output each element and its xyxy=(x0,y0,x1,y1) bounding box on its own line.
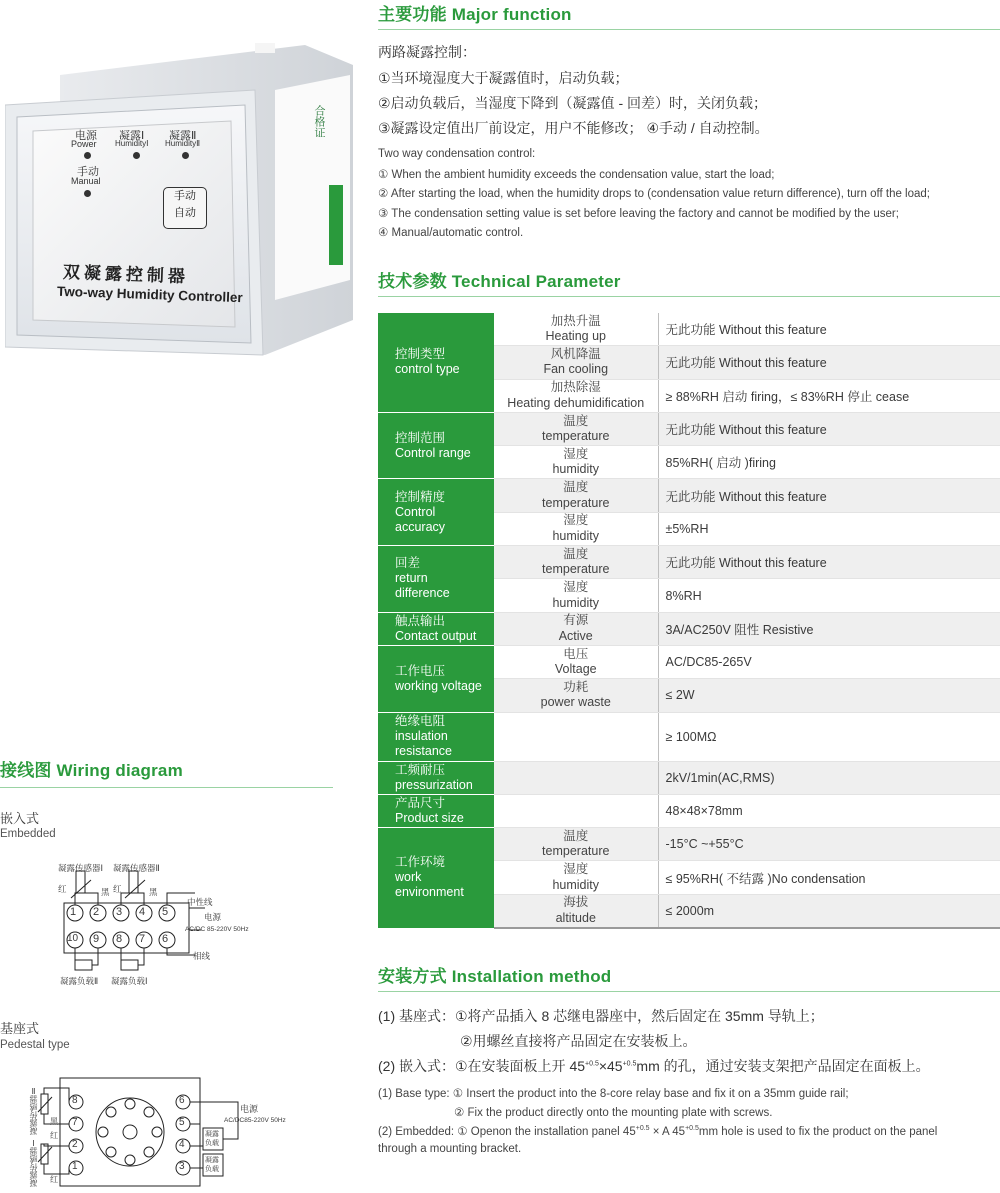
terminal-7: 7 xyxy=(139,933,146,945)
category-en: work environment xyxy=(395,870,464,900)
technical-parameter-rule xyxy=(378,296,1000,297)
ped-load-label xyxy=(205,1130,219,1148)
sub-item-en: temperature xyxy=(542,562,610,577)
sensor2-label: 凝露传感器Ⅱ xyxy=(113,863,160,873)
sub-item-en: temperature xyxy=(542,429,610,444)
ped-wire-red-label: 红 xyxy=(50,1131,58,1140)
value-cell: ≤ 95%RH( 不结露 )No condensation xyxy=(658,861,1000,894)
sub-item-cell xyxy=(494,894,658,928)
category-cn: 工频耐压 xyxy=(395,762,446,777)
sub-item-cell xyxy=(494,579,658,612)
sub-item-cell xyxy=(494,346,658,379)
sub-item-cn: 功耗 xyxy=(563,679,589,694)
category-cell xyxy=(378,479,494,546)
table-row xyxy=(378,479,1000,512)
installation-en-line xyxy=(378,1124,937,1138)
live-label: 相线 xyxy=(193,951,211,961)
major-function-en-line: ① When the ambient humidity exceeds the condensation value, start the load; xyxy=(378,169,775,181)
embedded-wiring-diagram xyxy=(55,860,255,990)
value-cell: 无此功能 Without this feature xyxy=(658,346,1000,379)
sub-item-cell xyxy=(494,794,658,827)
category-cell xyxy=(378,645,494,712)
terminal-8: 8 xyxy=(116,933,123,945)
category-en: Control range xyxy=(395,445,471,460)
wire-black-label: 黑 xyxy=(101,887,110,897)
wiring-diagram-title: 接线图 Wiring diagram xyxy=(0,761,183,780)
table-row xyxy=(378,546,1000,579)
major-function-title: 主要功能 Major function xyxy=(378,5,572,24)
category-cell xyxy=(378,794,494,827)
category-cn: 控制类型 xyxy=(395,347,446,362)
sub-item-en: temperature xyxy=(542,844,610,859)
ped-power-label: 电源 xyxy=(240,1104,259,1114)
sub-item-cn: 海拔 xyxy=(563,895,589,910)
category-en: Product size xyxy=(395,811,464,825)
sub-item-cell xyxy=(494,861,658,894)
humidity1-led-label: 凝露Ⅰ xyxy=(119,130,145,142)
tolerance-sup: +0.5 xyxy=(635,1125,650,1133)
ped-supply-label: AC/DC85-220V 50Hz xyxy=(224,1117,286,1124)
product-name-cn: 双凝露控制器 xyxy=(62,262,190,287)
installation-en-line: ② Fix the product directly onto the mounting plate with screws. xyxy=(454,1107,773,1119)
humidity2-led-label-en: HumidityⅡ xyxy=(165,139,201,148)
installation-en-text: mm hole is used to fix the product on the panel xyxy=(698,1126,938,1138)
category-cn: 产品尺寸 xyxy=(395,796,446,810)
ped-sensor2-label: 凝露传感器Ⅱ xyxy=(29,1086,38,1135)
category-en: insulation resistance xyxy=(395,729,452,759)
major-function-en-line: ② After starting the load, when the humidity drops to (condensation value return difference), turn off the load; xyxy=(378,188,930,200)
sub-item-cell xyxy=(494,645,658,678)
pedestal-wiring-diagram xyxy=(28,1072,298,1190)
sub-item-en: temperature xyxy=(542,495,610,510)
installation-cn-line: (1) 基座式：①将产品插入 8 芯继电器座中，然后固定在 35mm 导轨上； xyxy=(378,1008,824,1024)
table-row xyxy=(378,828,1000,861)
sub-item-cn: 温度 xyxy=(563,413,589,428)
installation-cn-text: ×45 xyxy=(598,1058,623,1074)
manual-button-label: 手动 xyxy=(174,190,196,202)
ped-terminal-1: 1 xyxy=(72,1161,78,1172)
sub-item-cn: 风机降温 xyxy=(550,346,601,361)
category-en: control type xyxy=(395,362,460,377)
terminal-2: 2 xyxy=(93,906,100,918)
value-cell: ≤ 2000m xyxy=(658,894,1000,928)
table-row xyxy=(378,313,1000,346)
sub-item-cell xyxy=(494,828,658,861)
installation-title: 安装方式 Installation method xyxy=(378,967,612,986)
category-cn: 工作电压 xyxy=(395,663,446,678)
manual-led-label: 手动 xyxy=(77,166,99,178)
sub-item-en: altitude xyxy=(555,910,596,925)
wiring-diagram-rule xyxy=(0,787,333,788)
major-function-rule xyxy=(378,29,1000,30)
category-cell xyxy=(378,761,494,794)
sub-item-en: Heating up xyxy=(545,329,606,344)
major-function-en-line: ③ The condensation setting value is set before leaving the factory and cannot be modified by the user; xyxy=(378,208,899,220)
sub-item-en: humidity xyxy=(552,877,600,892)
sub-item-cell xyxy=(494,612,658,645)
value-cell: ≤ 2W xyxy=(658,679,1000,712)
terminal-10: 10 xyxy=(67,933,79,944)
value-cell: 48×48×78mm xyxy=(658,794,1000,827)
ped-terminal-7: 7 xyxy=(72,1117,78,1128)
category-en: return difference xyxy=(395,571,450,601)
installation-rule xyxy=(378,991,1000,992)
value-cell: 85%RH( 启动 )firing xyxy=(658,446,1000,479)
tolerance-sup: +0.5 xyxy=(585,1060,599,1068)
installation-cn-line xyxy=(378,1056,930,1076)
category-cn: 触点输出 xyxy=(395,613,446,628)
sub-item-cn: 湿度 xyxy=(563,580,589,595)
category-cn: 回差 xyxy=(395,556,421,571)
sub-item-cn: 湿度 xyxy=(563,446,589,461)
sub-item-cn: 温度 xyxy=(563,480,589,495)
major-function-en-line: ④ Manual/automatic control. xyxy=(378,227,524,239)
value-cell: ≥ 100MΩ xyxy=(658,712,1000,761)
value-cell: 3A/AC250V 阻性 Resistive xyxy=(658,612,1000,645)
installation-en-text: × A 45 xyxy=(649,1126,686,1138)
terminal-6: 6 xyxy=(162,933,169,945)
table-row xyxy=(378,645,1000,678)
ped-terminal-4: 4 xyxy=(179,1139,185,1150)
category-en: working voltage xyxy=(395,678,482,693)
sub-item-cell xyxy=(494,313,658,346)
category-cn: 控制精度 xyxy=(395,489,446,504)
product-name-en: Two-way Humidity Controller xyxy=(56,283,243,306)
sub-item-cell xyxy=(494,412,658,445)
neutral-label: 中性线 xyxy=(187,897,213,907)
value-cell: AC/DC85-265V xyxy=(658,645,1000,678)
sub-item-cell xyxy=(494,546,658,579)
humidity1-led xyxy=(133,152,140,159)
sub-item-cell xyxy=(494,679,658,712)
sub-item-cell xyxy=(494,761,658,794)
humidity2-led xyxy=(182,152,189,159)
sub-item-en: humidity xyxy=(552,462,600,477)
sub-item-cn: 温度 xyxy=(563,828,589,843)
ped-sensor1-label: 凝露传感器Ⅰ xyxy=(29,1138,38,1187)
manual-led-label-en: Manual xyxy=(71,176,101,186)
ped-terminal-2: 2 xyxy=(72,1139,78,1150)
value-cell: 2kV/1min(AC,RMS) xyxy=(658,761,1000,794)
ped-terminal-3: 3 xyxy=(179,1161,185,1172)
humidity1-led-label-en: HumidityⅠ xyxy=(115,139,149,148)
value-cell: 无此功能 Without this feature xyxy=(658,479,1000,512)
sub-item-en: power waste xyxy=(540,695,611,710)
sub-item-cn: 加热除湿 xyxy=(550,380,601,395)
load1-label: 凝露负载Ⅰ xyxy=(111,976,148,986)
installation-cn-text: (2) 嵌入式：①在安装面板上开 45 xyxy=(378,1058,586,1074)
sub-item-cell xyxy=(494,712,658,761)
wire-red-label: 红 xyxy=(113,884,122,894)
category-en: pressurization xyxy=(395,777,473,792)
sub-item-en: Fan cooling xyxy=(543,362,609,377)
ped-load-label-line2: 负载 xyxy=(205,1140,219,1147)
technical-parameter-table xyxy=(378,313,1000,929)
installation-en-text: (2) Embedded: ① Openon the installation panel 45 xyxy=(378,1126,636,1138)
technical-parameter-title: 技术参数 Technical Parameter xyxy=(378,272,621,291)
sub-item-cell xyxy=(494,446,658,479)
category-cell xyxy=(378,612,494,645)
ped-terminal-6: 6 xyxy=(179,1095,185,1106)
sensor1-label: 凝露传感器Ⅰ xyxy=(58,863,104,873)
value-cell: 无此功能 Without this feature xyxy=(658,412,1000,445)
value-cell: ≥ 88%RH 启动 firing，≤ 83%RH 停止 cease xyxy=(658,379,1000,412)
sub-item-cn: 有源 xyxy=(563,613,589,628)
embedded-label-en: Embedded xyxy=(0,828,56,840)
value-cell: 无此功能 Without this feature xyxy=(658,546,1000,579)
manual-auto-button[interactable] xyxy=(163,187,207,229)
sub-item-en: Active xyxy=(558,628,593,643)
sub-item-cn: 电压 xyxy=(563,646,589,661)
category-cell xyxy=(378,712,494,761)
ped-wire-black-label: 黑 xyxy=(50,1117,58,1126)
sub-item-cn: 温度 xyxy=(563,546,589,561)
wire-red-label: 红 xyxy=(58,884,67,894)
category-cell xyxy=(378,546,494,613)
sub-item-en: Heating dehumidification xyxy=(507,395,645,410)
table-row xyxy=(378,761,1000,794)
embedded-label-cn: 嵌入式 xyxy=(0,811,40,826)
sub-item-en: humidity xyxy=(552,528,600,543)
sub-item-en: humidity xyxy=(552,595,600,610)
ped-load-label-line1: 凝露 xyxy=(205,1131,219,1138)
power-led-label-en: Power xyxy=(71,139,97,149)
power-led-label: 电源 xyxy=(75,130,97,142)
value-cell: ±5%RH xyxy=(658,512,1000,545)
wire-black-label: 黑 xyxy=(149,887,158,897)
table-row xyxy=(378,794,1000,827)
sub-item-cn: 湿度 xyxy=(563,862,589,877)
certificate-stripe xyxy=(329,185,343,265)
ped-load-label xyxy=(205,1156,219,1174)
category-en: Control accuracy xyxy=(395,504,446,534)
category-cell xyxy=(378,412,494,479)
manual-led xyxy=(84,190,91,197)
installation-en-line: through a mounting bracket. xyxy=(378,1143,522,1155)
major-function-en-line: Two way condensation control: xyxy=(378,148,536,160)
pedestal-label-en: Pedestal type xyxy=(0,1039,70,1051)
ped-wire-red-label: 红 xyxy=(50,1175,58,1184)
power-led xyxy=(84,152,91,159)
supply-label: AC/DC 85-220V 50Hz xyxy=(185,926,249,933)
load2-label: 凝露负载Ⅱ xyxy=(60,976,99,986)
installation-cn-line: ②用螺丝直接将产品固定在安装板上。 xyxy=(460,1033,697,1049)
table-row xyxy=(378,712,1000,761)
tolerance-sup: +0.5 xyxy=(685,1125,699,1133)
auto-button-label: 自动 xyxy=(174,207,196,219)
product-photo xyxy=(5,35,355,365)
ped-terminal-5: 5 xyxy=(179,1117,185,1128)
terminal-4: 4 xyxy=(139,906,146,918)
major-function-cn-line: ③凝露设定值出厂前设定，用户不能修改； ④手动 / 自动控制。 xyxy=(378,120,769,136)
sub-item-cn: 湿度 xyxy=(563,513,589,528)
category-en: Contact output xyxy=(395,628,477,643)
sub-item-cell xyxy=(494,512,658,545)
ped-load-label-line2: 负载 xyxy=(205,1166,219,1173)
major-function-cn-line: ①当环境湿度大于凝露值时，启动负载； xyxy=(378,70,629,86)
value-cell: 8%RH xyxy=(658,579,1000,612)
sub-item-cn: 加热升温 xyxy=(550,313,601,328)
humidity2-led-label: 凝露Ⅱ xyxy=(169,130,197,142)
table-row xyxy=(378,612,1000,645)
sub-item-cell xyxy=(494,479,658,512)
ped-load-label-line1: 凝露 xyxy=(205,1157,219,1164)
category-cell xyxy=(378,313,494,412)
category-cell xyxy=(378,828,494,928)
terminal-3: 3 xyxy=(116,906,123,918)
sub-item-en: Voltage xyxy=(554,662,597,677)
table-row xyxy=(378,412,1000,445)
terminal-9: 9 xyxy=(93,933,100,945)
pedestal-label-cn: 基座式 xyxy=(0,1021,40,1036)
sub-item-cell xyxy=(494,379,658,412)
major-function-cn-line: 两路凝露控制： xyxy=(378,44,476,60)
ped-terminal-8: 8 xyxy=(72,1095,78,1106)
installation-en-line: (1) Base type: ① Insert the product into the 8-core relay base and fix it on a 35mm guide rail; xyxy=(378,1088,849,1100)
category-cn: 绝缘电阻 xyxy=(395,714,446,729)
certificate-label: 合格证 xyxy=(313,105,325,138)
major-function-cn-line: ②启动负载后，当湿度下降到（凝露值 - 回差）时，关闭负载； xyxy=(378,95,767,111)
category-cn: 工作环境 xyxy=(395,855,446,870)
installation-cn-text: mm 的孔，通过安装支架把产品固定在面板上。 xyxy=(636,1058,930,1074)
category-cn: 控制范围 xyxy=(395,430,446,445)
tolerance-sup: +0.5 xyxy=(622,1060,637,1068)
terminal-1: 1 xyxy=(70,906,77,918)
terminal-5: 5 xyxy=(162,906,169,918)
value-cell: -15°C ~+55°C xyxy=(658,828,1000,861)
value-cell: 无此功能 Without this feature xyxy=(658,313,1000,346)
power-label: 电源 xyxy=(204,912,222,922)
